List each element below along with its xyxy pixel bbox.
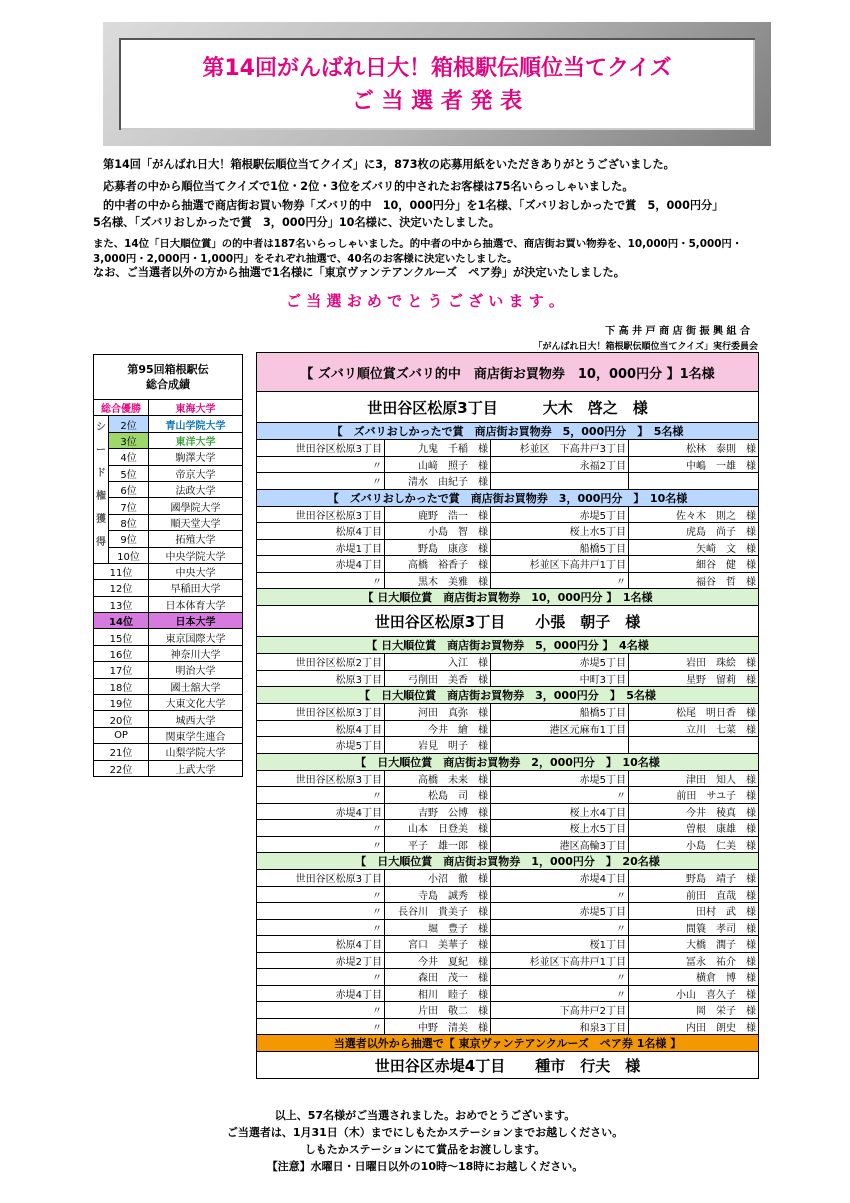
team-cell: 上武大学 bbox=[149, 760, 243, 776]
winner-address: 赤堤4丁目 bbox=[257, 556, 385, 573]
winner-row bbox=[257, 473, 759, 490]
winner-row bbox=[257, 886, 759, 903]
seed-label: シ ー ド 権 獲 得 bbox=[94, 416, 109, 564]
winner-address: 杉並区下高井戸1丁目 bbox=[491, 556, 629, 573]
intro-line-1: 第14回「がんばれ日大！箱根駅伝順位当てクイズ」に3，873枚の応募用紙をいただきありがとうございました。 bbox=[103, 158, 675, 171]
winner-name: 小沼 徹 様 bbox=[385, 870, 491, 887]
winner-row bbox=[257, 456, 759, 473]
winner-name: 森田 茂一 様 bbox=[385, 969, 491, 986]
winner-row bbox=[257, 1018, 759, 1035]
winner-name: 松島 司 様 bbox=[385, 787, 491, 804]
winner-address: 松原4丁目 bbox=[257, 936, 385, 953]
winner-address: 下高井戸2丁目 bbox=[491, 1002, 629, 1019]
winner-name: 片田 敬二 様 bbox=[385, 1002, 491, 1019]
winner-address: 〃 bbox=[257, 456, 385, 473]
organizer-committee: 「がんばれ日大！箱根駅伝順位当てクイズ」実行委員会 bbox=[533, 342, 758, 352]
team-cell: 東海大学 bbox=[149, 400, 243, 416]
winner-row bbox=[257, 985, 759, 1002]
page-subtitle: ご 当 選 者 発 表 bbox=[351, 89, 523, 114]
winner-name: 河田 真弥 様 bbox=[385, 704, 491, 721]
winner-address: 〃 bbox=[257, 886, 385, 903]
winner-name: 入江 様 bbox=[385, 654, 491, 671]
winner-name: 細谷 健 様 bbox=[629, 556, 759, 573]
rank-cell: 8位 bbox=[109, 514, 149, 530]
winner-address: 〃 bbox=[491, 969, 629, 986]
rank-cell: 15位 bbox=[94, 629, 149, 645]
winner-address: 桜1丁目 bbox=[491, 936, 629, 953]
footer-line-3: しもたかステーションにて賞品をお渡しします。 bbox=[304, 1143, 546, 1156]
winner-row bbox=[257, 670, 759, 687]
winner-address: 赤堤4丁目 bbox=[257, 803, 385, 820]
winner-row bbox=[257, 1002, 759, 1019]
page-title: 第14回がんばれ日大！箱根駅伝順位当てクイズ bbox=[202, 56, 672, 81]
hakone-results-table bbox=[93, 354, 243, 777]
winner-name: 今井 夏紀 様 bbox=[385, 952, 491, 969]
winner-name: 野島 康彦 様 bbox=[385, 539, 491, 556]
winner-row bbox=[257, 936, 759, 953]
winner-name: 小島 智 様 bbox=[385, 523, 491, 540]
winner-row bbox=[257, 836, 759, 853]
winner-name: 岩見 明子 様 bbox=[385, 737, 491, 754]
winner-address: 世田谷区松原3丁目 bbox=[257, 440, 385, 457]
winner-address: 赤堤2丁目 bbox=[257, 952, 385, 969]
rank-cell: 総合優勝 bbox=[94, 400, 149, 416]
winner-row bbox=[257, 704, 759, 721]
team-cell: 帝京大学 bbox=[149, 465, 243, 481]
footer-line-4: 【注意】水曜日・日曜日以外の10時～18時にお越しください。 bbox=[266, 1160, 584, 1173]
footer-line-2: ご当選者は、1月31日（木）までにしもたかステーションまでお越しください。 bbox=[226, 1126, 624, 1139]
winner-name: 山﨑 照子 様 bbox=[385, 456, 491, 473]
winner-address: 〃 bbox=[491, 886, 629, 903]
rank-cell: 21位 bbox=[94, 744, 149, 760]
winner-row bbox=[257, 654, 759, 671]
intro-line-7: なお、ご当選者以外の方から抽選で1名様に「東京ヴァンテアンクルーズ ペア券」が決定いたしました。 bbox=[93, 266, 625, 279]
winner-row bbox=[257, 506, 759, 523]
rank-cell: 7位 bbox=[109, 498, 149, 514]
intro-line-6: 3,000円・2,000円・1,000円」をそれぞれ抽選で、40名のお客様に決定いたしました。 bbox=[93, 253, 518, 265]
team-cell: 國學院大学 bbox=[149, 498, 243, 514]
winner-name: 小山 喜久子 様 bbox=[629, 985, 759, 1002]
rank-cell: 9位 bbox=[109, 531, 149, 547]
winner-address: 世田谷区松原3丁目 bbox=[257, 506, 385, 523]
winner-address: 〃 bbox=[257, 969, 385, 986]
rank-cell: 2位 bbox=[109, 416, 149, 432]
winner-address: 〃 bbox=[257, 903, 385, 920]
winner-name: 立川 七菜 様 bbox=[629, 720, 759, 737]
team-cell: 東洋大学 bbox=[149, 432, 243, 448]
team-cell: 山梨学院大学 bbox=[149, 744, 243, 760]
winner-address: 赤堤4丁目 bbox=[491, 870, 629, 887]
team-cell: 関東学生連合 bbox=[149, 727, 243, 743]
winner-address: 〃 bbox=[491, 572, 629, 589]
winner-address: 港区高輪3丁目 bbox=[491, 836, 629, 853]
team-cell: 國士舘大学 bbox=[149, 678, 243, 694]
rank-cell: 6位 bbox=[109, 481, 149, 497]
rank-cell: 4位 bbox=[109, 449, 149, 465]
rank-cell: 3位 bbox=[109, 432, 149, 448]
winner-row bbox=[257, 572, 759, 589]
winner-name: 宮口 美華子 様 bbox=[385, 936, 491, 953]
winner-address: 桜上水5丁目 bbox=[491, 820, 629, 837]
winner-address: 赤堤5丁目 bbox=[491, 654, 629, 671]
winner-address: 桜上水5丁目 bbox=[491, 523, 629, 540]
winner-name: 冨永 祐介 様 bbox=[629, 952, 759, 969]
winner-address: 赤堤5丁目 bbox=[491, 903, 629, 920]
winner-name: 内田 朗史 様 bbox=[629, 1018, 759, 1035]
top-prize-winner: 世田谷区松原3丁目 大木 啓之 様 bbox=[257, 392, 759, 423]
rank-cell: OP bbox=[94, 727, 149, 743]
winner-address: 赤堤1丁目 bbox=[257, 539, 385, 556]
winner-name: 寺島 誠秀 様 bbox=[385, 886, 491, 903]
winner-name: 高橋 裕香子 様 bbox=[385, 556, 491, 573]
winner-name: 中嶋 一雄 様 bbox=[629, 456, 759, 473]
winner-name bbox=[629, 737, 759, 754]
winner-name: 九鬼 千稲 様 bbox=[385, 440, 491, 457]
winner-name: 長谷川 貴美子 様 bbox=[385, 903, 491, 920]
winner-name: 弓削田 美香 様 bbox=[385, 670, 491, 687]
winner-row bbox=[257, 870, 759, 887]
winners-table bbox=[256, 352, 759, 1079]
winner-name: 山本 日登美 様 bbox=[385, 820, 491, 837]
winner-row bbox=[257, 720, 759, 737]
winner-name: 清水 由紀子 様 bbox=[385, 473, 491, 490]
winner-address: 〃 bbox=[257, 820, 385, 837]
winner-address: 〃 bbox=[491, 919, 629, 936]
winner-address: 桜上水4丁目 bbox=[491, 803, 629, 820]
team-cell: 中央学院大学 bbox=[149, 547, 243, 563]
winner-address: 〃 bbox=[257, 787, 385, 804]
cruise-prize-winner: 世田谷区赤堤4丁目 種市 行夫 様 bbox=[257, 1052, 759, 1079]
winner-row bbox=[257, 903, 759, 920]
team-cell: 拓殖大学 bbox=[149, 531, 243, 547]
winner-row bbox=[257, 556, 759, 573]
winner-name: 矢崎 文 様 bbox=[629, 539, 759, 556]
winner-name: 津田 知人 様 bbox=[629, 770, 759, 787]
team-cell: 法政大学 bbox=[149, 481, 243, 497]
winner-row bbox=[257, 523, 759, 540]
rank-cell: 10位 bbox=[109, 547, 149, 563]
winner-address: 船橋5丁目 bbox=[491, 704, 629, 721]
winner-name: 吉野 公博 様 bbox=[385, 803, 491, 820]
rank-cell: 20位 bbox=[94, 711, 149, 727]
prize-section-header: 【 日大順位賞 商店街お買物券 3，000円分 】 5名様 bbox=[257, 687, 759, 704]
winner-name: 間簑 孝司 様 bbox=[629, 919, 759, 936]
winner-name: 星野 留莉 様 bbox=[629, 670, 759, 687]
intro-line-4: 5名様、「ズバリおしかったで賞 3，000円分」10名様に、決定いたしました。 bbox=[93, 216, 500, 229]
winner-name: 岡 栄子 様 bbox=[629, 1002, 759, 1019]
team-cell: 早稲田大学 bbox=[149, 580, 243, 596]
winner-address: 〃 bbox=[257, 572, 385, 589]
winner-name: 平子 雄一郎 様 bbox=[385, 836, 491, 853]
winner-address: 船橋5丁目 bbox=[491, 539, 629, 556]
winner-name: 前田 直哉 様 bbox=[629, 886, 759, 903]
winner-name: 小島 仁美 様 bbox=[629, 836, 759, 853]
winner-name: 野島 靖子 様 bbox=[629, 870, 759, 887]
winner-address bbox=[491, 737, 629, 754]
footer-line-1: 以上、57名様がご当選されました。おめでとうございます。 bbox=[274, 1109, 576, 1122]
winner-name: 田村 武 様 bbox=[629, 903, 759, 920]
winner-name: 横倉 博 様 bbox=[629, 969, 759, 986]
rank-cell: 12位 bbox=[94, 580, 149, 596]
rank-cell: 17位 bbox=[94, 662, 149, 678]
top-prize-header: 【 ズバリ順位賞ズバリ的中 商店街お買物券 10，000円分 】1名様 bbox=[257, 353, 759, 392]
winner-address: 世田谷区松原3丁目 bbox=[257, 870, 385, 887]
winner-row bbox=[257, 952, 759, 969]
winner-name: 松尾 明日香 様 bbox=[629, 704, 759, 721]
winner-address: 〃 bbox=[257, 919, 385, 936]
prize-section-header: 【 日大順位賞 商店街お買物券 10，000円分 】 1名様 bbox=[257, 589, 759, 606]
team-cell: 日本大学 bbox=[149, 613, 243, 629]
winner-row bbox=[257, 787, 759, 804]
prize-section-header: 【 日大順位賞 商店街お買物券 2，000円分 】 10名様 bbox=[257, 753, 759, 770]
team-cell: 東京国際大学 bbox=[149, 629, 243, 645]
prize-section-header: 【 日大順位賞 商店街お買物券 1，000円分 】 20名様 bbox=[257, 853, 759, 870]
winner-address: 赤堤5丁目 bbox=[491, 506, 629, 523]
winner-address: 赤堤4丁目 bbox=[257, 985, 385, 1002]
winner-address: 和泉3丁目 bbox=[491, 1018, 629, 1035]
rank-cell: 19位 bbox=[94, 695, 149, 711]
winner-address: 〃 bbox=[257, 1002, 385, 1019]
winner-name: 福谷 哲 様 bbox=[629, 572, 759, 589]
winner-row bbox=[257, 803, 759, 820]
winner-name bbox=[629, 473, 759, 490]
winner-name: 虎島 尚子 様 bbox=[629, 523, 759, 540]
rank-cell: 22位 bbox=[94, 760, 149, 776]
winner-address: 赤堤5丁目 bbox=[491, 770, 629, 787]
winner-name: 黒木 美雅 様 bbox=[385, 572, 491, 589]
cruise-prize-header: 当選者以外から抽選で【 東京ヴァンテアンクルーズ ペア券 1名様 】 bbox=[257, 1035, 759, 1052]
winner-address: 永福2丁目 bbox=[491, 456, 629, 473]
prize-section-header: 【 日大順位賞 商店街お買物券 5，000円分 】 4名様 bbox=[257, 637, 759, 654]
team-cell: 城西大学 bbox=[149, 711, 243, 727]
winner-name: 堀 豊子 様 bbox=[385, 919, 491, 936]
winner-name: 鹿野 浩一 様 bbox=[385, 506, 491, 523]
winner-name: 今井 繪 様 bbox=[385, 720, 491, 737]
winner-address: 松原4丁目 bbox=[257, 523, 385, 540]
winner-row bbox=[257, 820, 759, 837]
winner-name: 大橋 潤子 様 bbox=[629, 936, 759, 953]
rank-cell: 13位 bbox=[94, 596, 149, 612]
winner-name: 相川 睦子 様 bbox=[385, 985, 491, 1002]
intro-line-3: 的中者の中から抽選で商店街お買い物券「ズバリ的中 10，000円分」を1名様、「ズバリおしかったで賞 5，000円分」 bbox=[103, 199, 724, 212]
rank-cell: 16位 bbox=[94, 645, 149, 661]
results-title: 第95回箱根駅伝 総合成績 bbox=[94, 355, 243, 400]
winner-address: 松原4丁目 bbox=[257, 720, 385, 737]
title-frame bbox=[103, 22, 771, 146]
winner-row bbox=[257, 770, 759, 787]
winner-address bbox=[491, 473, 629, 490]
team-cell: 大東文化大学 bbox=[149, 695, 243, 711]
congrats-message: ご 当 選 お め で と う ご ざ い ま す 。 bbox=[286, 292, 564, 310]
winner-address: 世田谷区松原2丁目 bbox=[257, 654, 385, 671]
winner-row bbox=[257, 919, 759, 936]
winner-address: 世田谷区松原3丁目 bbox=[257, 770, 385, 787]
winner-address: 〃 bbox=[257, 1018, 385, 1035]
team-cell: 神奈川大学 bbox=[149, 645, 243, 661]
prize-section-header: 【 ズバリおしかったで賞 商店街お買物券 5，000円分 】 5名様 bbox=[257, 423, 759, 440]
winner-address: 〃 bbox=[257, 473, 385, 490]
winner-address: 〃 bbox=[257, 836, 385, 853]
rank-cell: 18位 bbox=[94, 678, 149, 694]
winner-name: 今井 稜真 様 bbox=[629, 803, 759, 820]
nichidai-top-winner: 世田谷区松原3丁目 小張 朝子 様 bbox=[257, 606, 759, 637]
team-cell: 中央大学 bbox=[149, 563, 243, 579]
organizer-name: 下 高 井 戸 商 店 街 振 興 組 合 bbox=[605, 326, 750, 337]
winner-name: 曽根 康雄 様 bbox=[629, 820, 759, 837]
rank-cell: 5位 bbox=[109, 465, 149, 481]
winner-name: 前田 サユ子 様 bbox=[629, 787, 759, 804]
rank-cell: 14位 bbox=[94, 613, 149, 629]
winner-row bbox=[257, 737, 759, 754]
winner-name: 松林 泰則 様 bbox=[629, 440, 759, 457]
winner-name: 佐々木 則之 様 bbox=[629, 506, 759, 523]
winner-address: 中町3丁目 bbox=[491, 670, 629, 687]
winner-name: 高橋 未来 様 bbox=[385, 770, 491, 787]
winner-address: 〃 bbox=[491, 787, 629, 804]
team-cell: 青山学院大学 bbox=[149, 416, 243, 432]
team-cell: 日本体育大学 bbox=[149, 596, 243, 612]
prize-section-header: 【 ズバリおしかったで賞 商店街お買物券 3，000円分 】 10名様 bbox=[257, 489, 759, 506]
winner-address: 赤堤5丁目 bbox=[257, 737, 385, 754]
winner-row bbox=[257, 440, 759, 457]
winner-name: 中野 清美 様 bbox=[385, 1018, 491, 1035]
team-cell: 明治大学 bbox=[149, 662, 243, 678]
intro-line-2: 応募者の中から順位当てクイズで1位・2位・3位をズバリ的中されたお客様は75名いらっしゃいました。 bbox=[103, 180, 634, 193]
winner-name: 岩田 珠絵 様 bbox=[629, 654, 759, 671]
team-cell: 駒澤大学 bbox=[149, 449, 243, 465]
winner-address: 世田谷区松原3丁目 bbox=[257, 704, 385, 721]
intro-line-5: また、14位「日大順位賞」の的中者は187名いらっしゃいました。的中者の中から抽選で、商店街お買い物券を、10,000円・5,000円・ bbox=[93, 238, 743, 250]
winner-address: 杉並区 下高井戸3丁目 bbox=[491, 440, 629, 457]
winner-row bbox=[257, 969, 759, 986]
winner-address: 松原3丁目 bbox=[257, 670, 385, 687]
winner-address: 〃 bbox=[491, 985, 629, 1002]
winner-address: 港区元麻布1丁目 bbox=[491, 720, 629, 737]
rank-cell: 11位 bbox=[94, 563, 149, 579]
winner-row bbox=[257, 539, 759, 556]
winner-address: 杉並区下高井戸1丁目 bbox=[491, 952, 629, 969]
team-cell: 順天堂大学 bbox=[149, 514, 243, 530]
